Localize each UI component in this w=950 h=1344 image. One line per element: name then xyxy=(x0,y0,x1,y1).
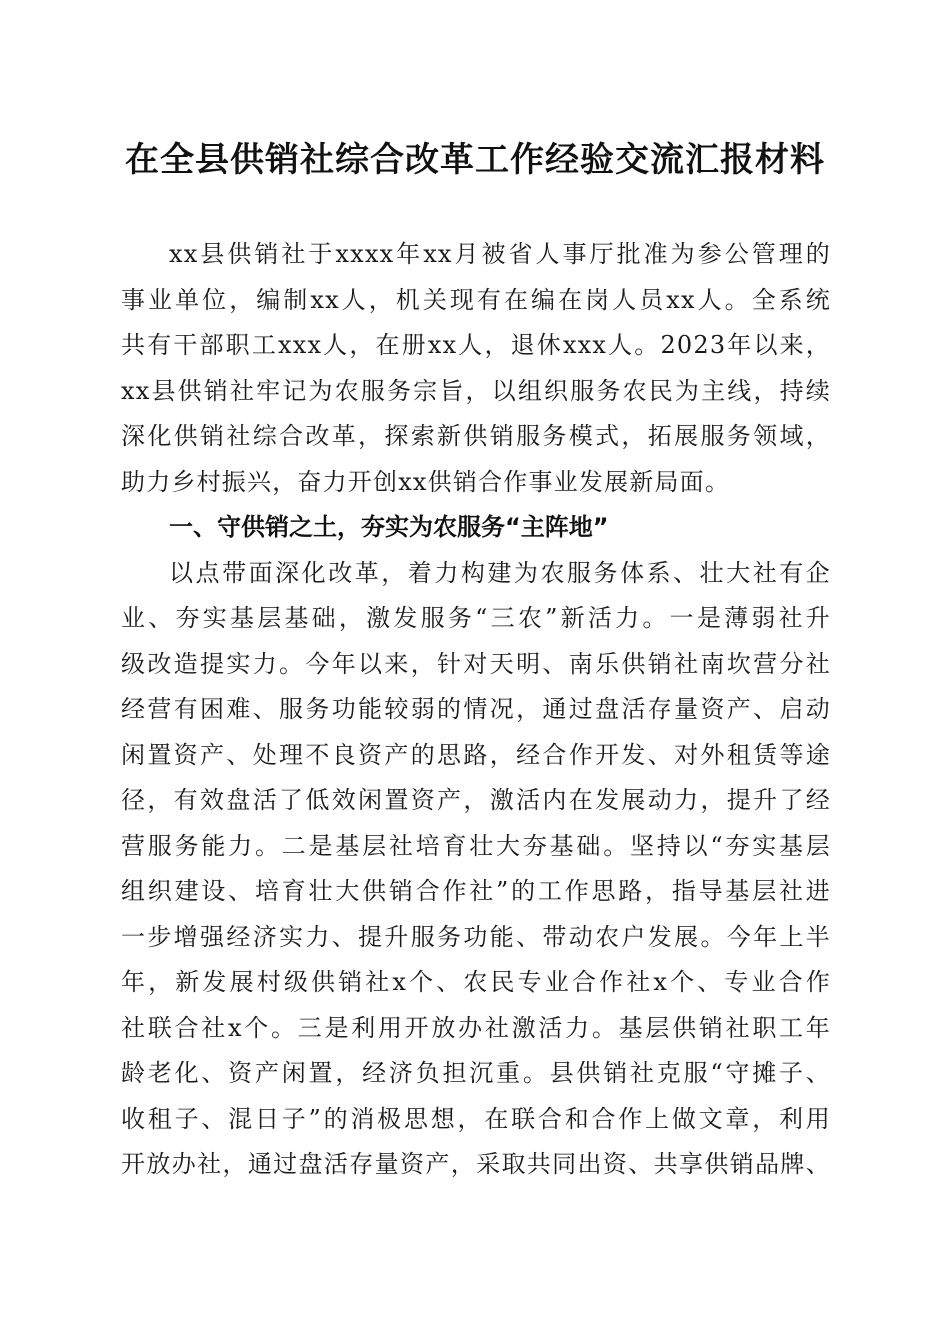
paragraph-line: 社联合社x个。三是利用开放办社激活力。基层供销社职工年 xyxy=(121,1013,831,1042)
paragraph-line: 经营有困难、服务功能较弱的情况，通过盘活存量资产、启动 xyxy=(121,695,831,723)
paragraph-line: 组织建设、培育壮大供销合作社”的工作思路，指导基层社进 xyxy=(121,877,831,905)
paragraph-line: xx县供销社牢记为农服务宗旨，以组织服务农民为主线，持续 xyxy=(121,376,831,405)
paragraph-line: 收租子、混日子”的消极思想，在联合和合作上做文章，利用 xyxy=(121,1104,831,1133)
paragraph-line: 级改造提实力。今年以来，针对天明、南乐供销社南坎营分社 xyxy=(121,649,831,678)
paragraph-line: 径，有效盘活了低效闲置资产，激活内在发展动力，提升了经 xyxy=(121,786,831,814)
document-title: 在全县供销社综合改革工作经验交流汇报材料 xyxy=(125,140,825,180)
paragraph-line: 龄老化、资产闲置，经济负担沉重。县供销社克服“守摊子、 xyxy=(121,1059,831,1087)
paragraph-line: 业、夯实基层基础，激发服务“三农”新活力。一是薄弱社升 xyxy=(121,604,831,632)
paragraph-line: 共有干部职工xxx人，在册xx人，退休xxx人。2023年以来， xyxy=(121,331,831,359)
paragraph-line: 闲置资产、处理不良资产的思路，经合作开发、对外租赁等途 xyxy=(121,740,831,769)
section-heading: 一、守供销之土，夯实为农服务“主阵地” xyxy=(169,513,609,541)
paragraph-line: 事业单位，编制xx人，机关现有在编在岗人员xx人。全系统 xyxy=(121,285,831,314)
paragraph-line: 助力乡村振兴，奋力开创xx供销合作事业发展新局面。 xyxy=(121,467,731,496)
paragraph-line: 以点带面深化改革，着力构建为农服务体系、壮大社有企 xyxy=(169,558,831,587)
paragraph-line: 年，新发展村级供销社x个、农民专业合作社x个、专业合作 xyxy=(121,968,831,996)
paragraph-line: 开放办社，通过盘活存量资产，采取共同出资、共享供销品牌、 xyxy=(121,1150,831,1178)
paragraph-line: 一步增强经济实力、提升服务功能、带动农户发展。今年上半 xyxy=(121,922,831,951)
paragraph-line: 营服务能力。二是基层社培育壮大夯基础。坚持以“夯实基层 xyxy=(121,831,831,860)
paragraph-line: xx县供销社于xxxx年xx月被省人事厅批准为参公管理的 xyxy=(169,240,831,268)
paragraph-line: 深化供销社综合改革，探索新供销服务模式，拓展服务领域， xyxy=(121,422,831,450)
document-body xyxy=(121,232,831,1188)
